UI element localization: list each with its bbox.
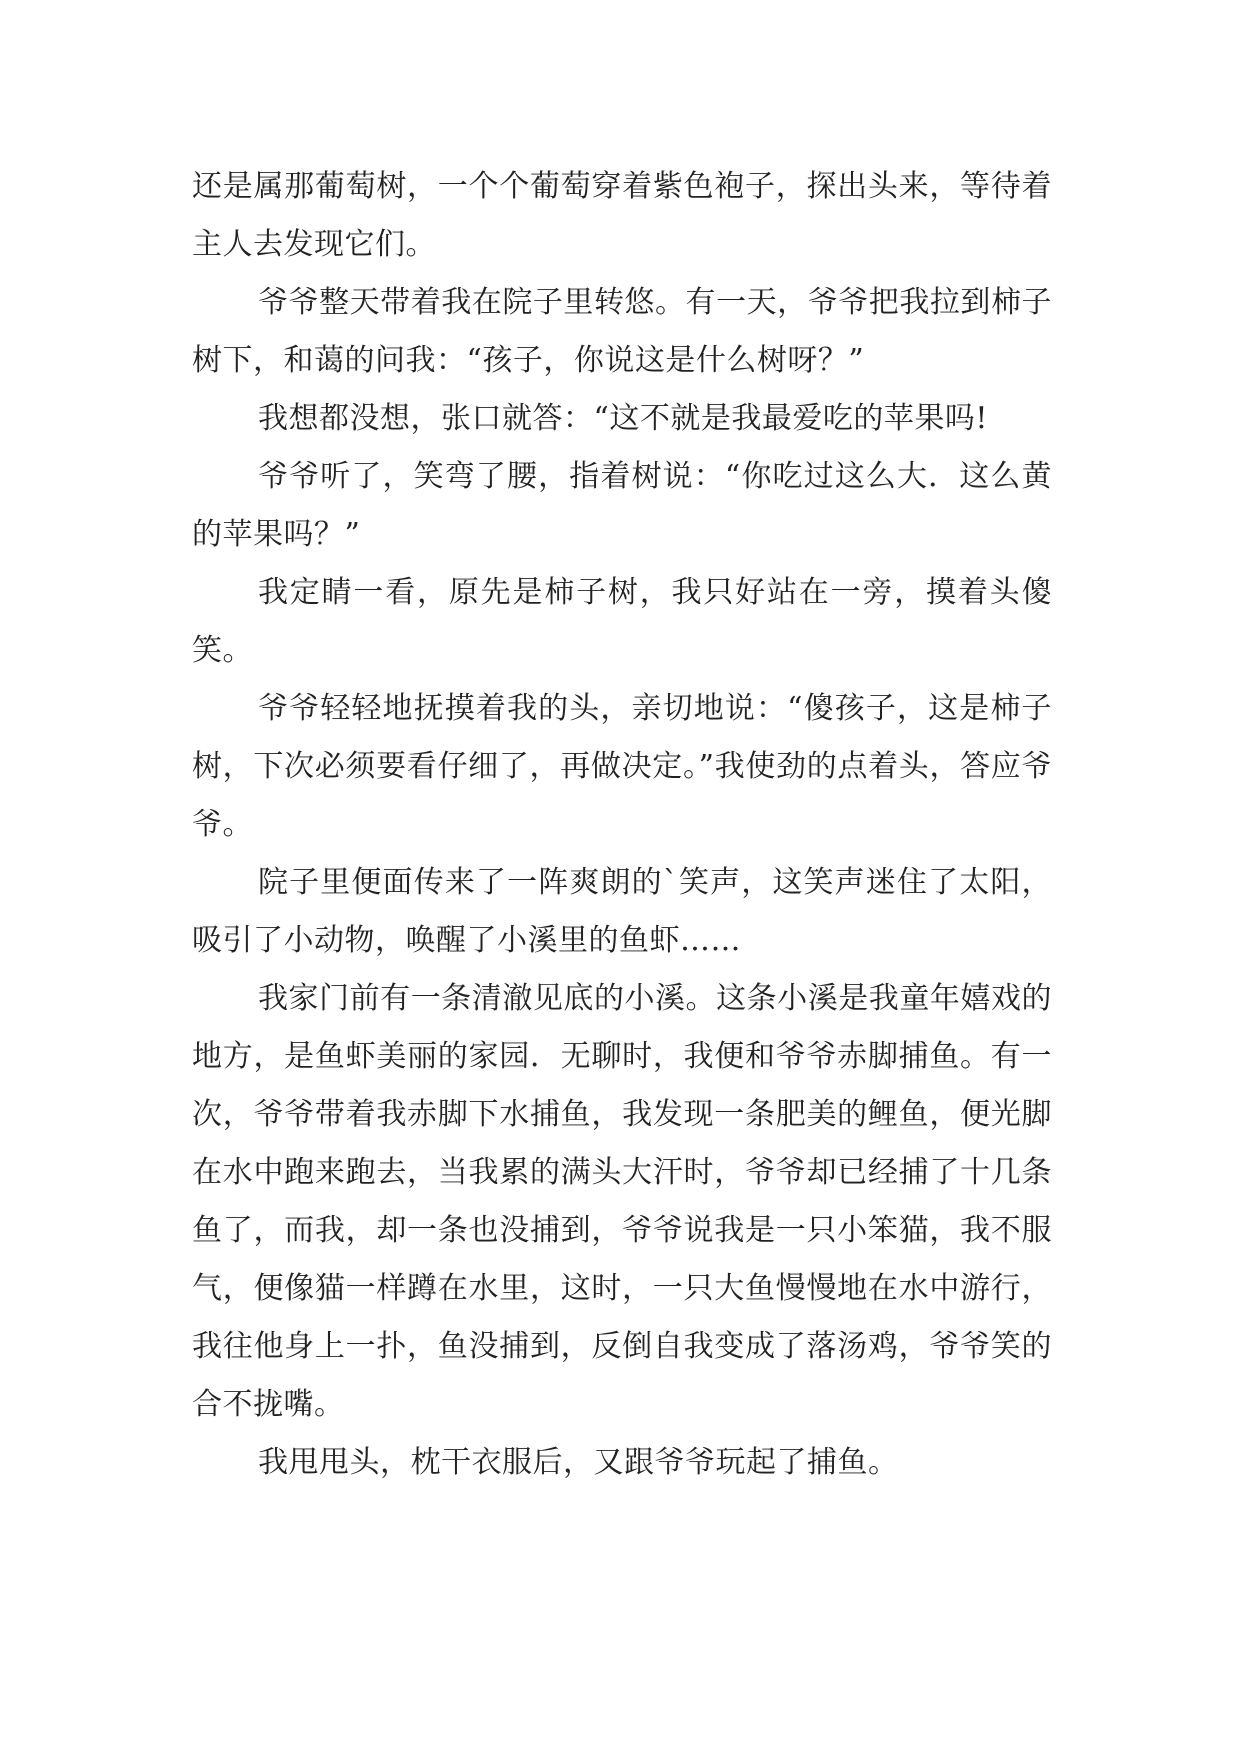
paragraph-5: 我定睛一看，原先是柿子树，我只好站在一旁，摸着头傻笑。 [192,575,1052,668]
paragraph-4: 爷爷听了，笑弯了腰，指着树说：“你吃过这么大．这么黄的苹果吗？” [192,459,1052,552]
paragraph-6: 爷爷轻轻地抚摸着我的头，亲切地说：“傻孩子，这是柿子树，下次必须要看仔细了，再做决定。”我使劲的点着头，答应爷爷。 [192,691,1052,842]
paragraph-8: 我家门前有一条清澈见底的小溪。这条小溪是我童年嬉戏的地方，是鱼虾美丽的家园．无聊时，我便和爷爷赤脚捕鱼。有一次，爷爷带着我赤脚下水捕鱼，我发现一条肥美的鲤鱼，便光脚在水中跑来跑去，当我累的满头大汗时，爷爷却已经捕了十几条鱼了，而我，却一条也没捕到，爷爷说我是一只小笨猫，我不服气，便像猫一样蹲在水里，这时，一只大鱼慢慢地在水中游行，我往他身上一扑，鱼没捕到，反倒自我变成了落汤鸡，爷爷笑的合不拢嘴。 [192,981,1052,1422]
paragraph-9: 我甩甩头，枕干衣服后，又跟爷爷玩起了捕鱼。 [258,1445,899,1480]
paragraph-1: 还是属那葡萄树，一个个葡萄穿着紫色袍子，探出头来，等待着主人去发现它们。 [192,169,1052,262]
essay-body [192,158,1052,1492]
paragraph-3: 我想都没想，张口就答：“这不就是我最爱吃的苹果吗! [258,401,988,436]
paragraph-7: 院子里便面传来了一阵爽朗的`笑声，这笑声迷住了太阳，吸引了小动物，唤醒了小溪里的鱼虾…… [192,865,1052,958]
paragraph-2: 爷爷整天带着我在院子里转悠。有一天，爷爷把我拉到柿子树下，和蔼的问我：“孩子，你说这是什么树呀？” [192,285,1052,378]
